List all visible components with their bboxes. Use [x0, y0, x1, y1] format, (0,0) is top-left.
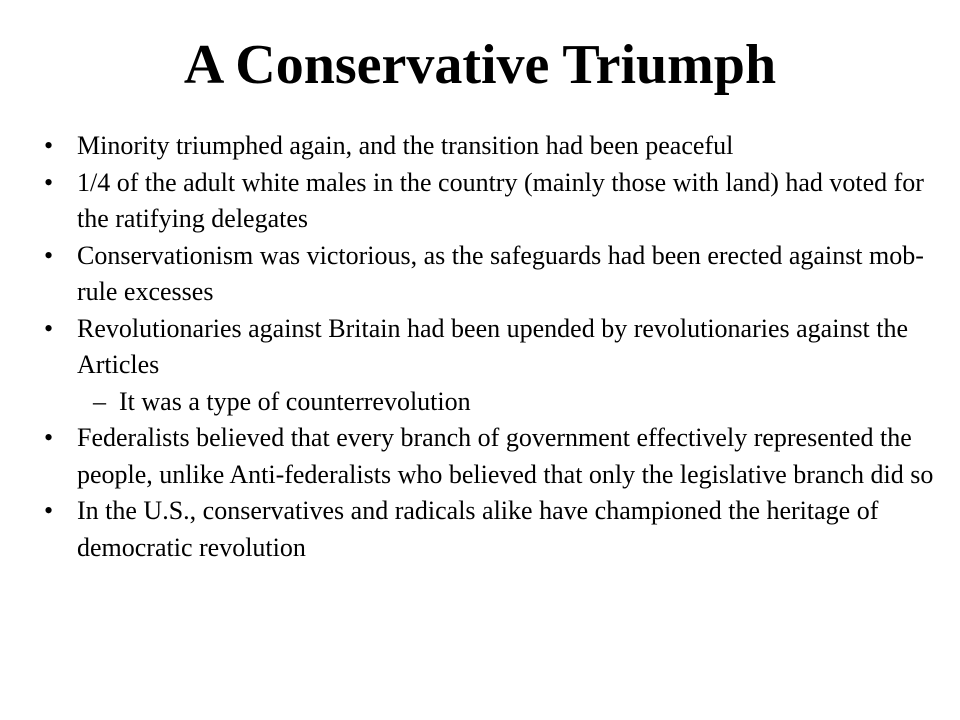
bullet-text: In the U.S., conservatives and radicals alike have championed the heritage of democratic revolution	[77, 496, 879, 562]
bullet-text: 1/4 of the adult white males in the country (mainly those with land) had voted for the ratifying delegates	[77, 167, 924, 233]
slide-title: A Conservative Triumph	[183, 34, 777, 96]
bullet-list	[44, 128, 934, 566]
bullet-item	[44, 128, 934, 165]
bullet-item	[44, 311, 934, 384]
bullet-text: Federalists believed that every branch of government effectively represented the people, unlike Anti-federalists who believed that only the legislative branch did so	[77, 423, 934, 489]
bullet-text: Revolutionaries against Britain had been upended by revolutionaries against the Articles	[77, 313, 909, 379]
bullet-marker: •	[44, 313, 54, 343]
sub-bullet-marker: –	[93, 386, 106, 416]
bullet-item	[44, 238, 934, 311]
bullet-item	[44, 165, 934, 238]
bullet-text: Minority triumphed again, and the transition had been peaceful	[77, 131, 734, 160]
bullet-text: Conservationism was victorious, as the safeguards had been erected against mob-rule excesses	[77, 240, 924, 306]
bullet-marker: •	[44, 423, 54, 452]
bullet-item	[44, 493, 934, 566]
bullet-item	[44, 420, 934, 493]
bullet-marker: •	[44, 240, 54, 270]
sub-bullet-item	[44, 384, 934, 421]
sub-bullet-text: It was a type of counterrevolution	[119, 386, 471, 416]
bullet-marker: •	[44, 131, 54, 160]
bullet-marker: •	[44, 496, 54, 525]
bullet-marker: •	[44, 167, 54, 197]
